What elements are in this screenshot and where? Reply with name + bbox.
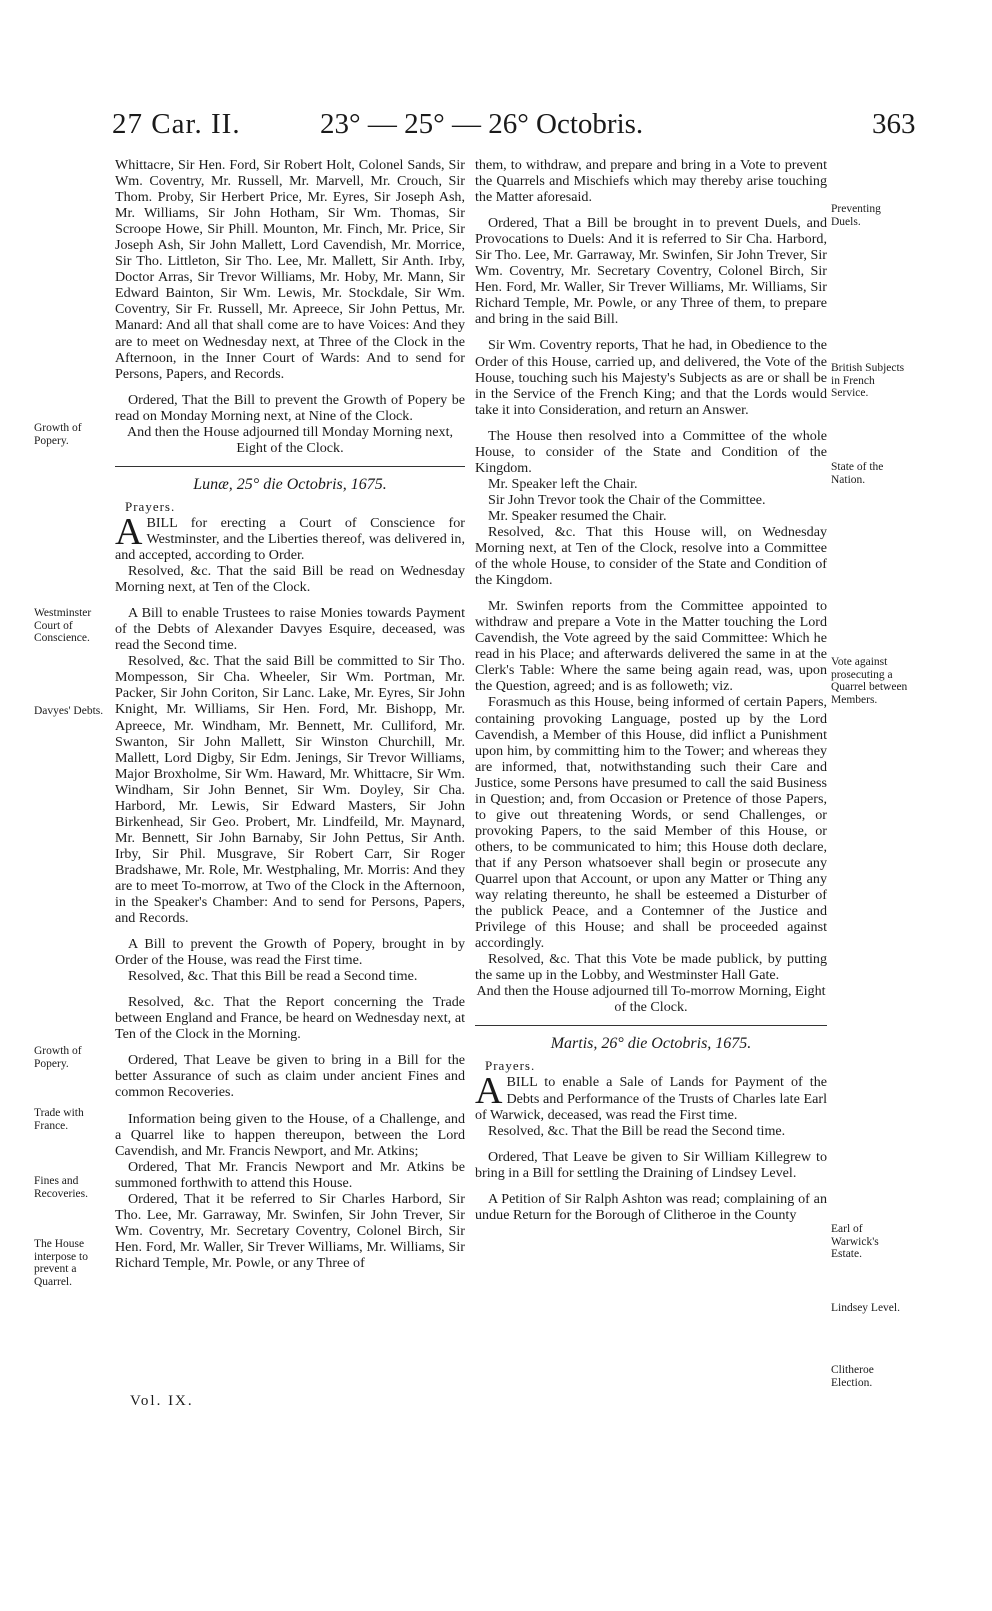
paragraph — [115, 510, 465, 564]
paragraph: Sir John Trevor took the Chair of the Committee. — [488, 491, 766, 508]
margin-note: The House interpose to prevent a Quarrel. — [34, 1238, 88, 1288]
paragraph: Ordered, That Mr. Francis Newport and Mr. Atkins be summoned forthwith to attend this House. — [115, 1158, 465, 1191]
paragraph: Resolved, &c. That the said Bill be committed to Sir Tho. Mompesson, Sir Cha. Wheeler, Sir Wm. Portman, Mr. Packer, Sir John Coriton, Sir Lanc. Lake, Mr. Eyres, Sir John Knight, Mr. Williams, Sir Hen. Ford, Mr. Bishopp, Mr. Apreece, Mr. Windham, Mr. Bennett, Mr. Culliford, Mr. Swanton, Sir John Mallett, Sir Winston Churchill, Mr. Mallett, Lord Digby, Sir Edm. Jenings, Sir Trevor Williams, Major Broxholme, Sir Wm. Haward, Mr. Whittacre, Sir Wm. Windham, Sir John Bennet, Sir Wm. Doyley, Sir Cha. Harbord, Mr. Lewis, Sir Edward Masters, Sir John Birkenhead, Sir Geo. Probert, Mr. Lindfeild, Mr. Maynard, Mr. Bennett, Sir John Barnaby, Sir John Pettus, Sir Anth. Irby, Sir Phil. Musgrave, Sir Robert Carr, Sir Roger Bradshawe, Mr. Role, Mr. Westphaling, Mr. Morris: And they are to meet To-morrow, at Two of the Clock in the Afternoon, in the Speaker's Chamber: And to send for Persons, Papers, and Records. — [115, 653, 465, 927]
paragraph: Resolved, &c. That this Bill be read a Second time. — [128, 968, 418, 985]
paragraph: Mr. Swinfen reports from the Committee appointed to withdraw and prepare a Vote in the Matter touching the Lord Cavendish, the Vote agreed by the said Committee: Which he read in his Place; and afterwards delivered the same in at the Clerk's Table: Where the same being again read, was, upon the Question, agreed; and is as followeth; viz. — [475, 598, 827, 695]
section-divider — [115, 466, 465, 467]
drop-cap: A — [115, 510, 143, 553]
prayers-heading: Prayers. — [125, 498, 176, 514]
paragraph: A Bill to prevent the Growth of Popery, brought in by Order of the House, was read the First time. — [115, 936, 465, 969]
prayers-heading: Prayers. — [485, 1058, 536, 1074]
paragraph: them, to withdraw, and prepare and bring in a Vote to prevent the Quarrels and Mischiefs which may thereby arise touching the Matter aforesaid. — [475, 157, 827, 206]
margin-note: Growth of Popery. — [34, 1045, 82, 1070]
adjournment-notice: And then the House adjourned till Monday Morning next, Eight of the Clock. — [126, 423, 454, 456]
right-column — [475, 157, 827, 1223]
margin-note: Preventing Duels. — [831, 203, 881, 228]
margin-note: Westminster Court of Conscience. — [34, 607, 92, 644]
paragraph: A Petition of Sir Ralph Ashton was read; complaining of an undue Return for the Borough of Clitheroe in the County — [475, 1190, 827, 1223]
volume-signature: Vol. IX. — [130, 1393, 194, 1409]
paragraph: A Bill to enable Trustees to raise Monies towards Payment of the Debts of Alexander Davyes Esquire, deceased, was read the Second time. — [115, 605, 465, 654]
paragraph: Ordered, That the Bill to prevent the Growth of Popery be read on Monday Morning next, at Nine of the Clock. — [115, 391, 465, 424]
paragraph: Ordered, That Leave be given to bring in a Bill for the better Assurance of such as claim under ancient Fines and common Recoveries. — [115, 1052, 465, 1101]
paragraph-text: BILL to enable a Sale of Lands for Payment of the Debts and Performance of the Trusts of Charles late Earl of Warwick, deceased, was read the First time. — [475, 1074, 827, 1123]
margin-note: Growth of Popery. — [34, 422, 82, 447]
page-number: 363 — [872, 108, 916, 140]
margin-note: Fines and Recoveries. — [34, 1175, 88, 1200]
margin-note: State of the Nation. — [831, 461, 884, 486]
section-divider — [475, 1025, 827, 1026]
page-header — [0, 108, 992, 150]
margin-note: Lindsey Level. — [831, 1302, 900, 1314]
paragraph: Information being given to the House, of a Challenge, and a Quarrel like to happen thereupon, between the Lord Cavendish, and Mr. Francis Newport, and Mr. Atkins; — [115, 1110, 465, 1159]
paragraph: Forasmuch as this House, being informed of certain Papers, containing provoking Language, posted up by the Lord Cavendish, a Member of this House, did inflict a Punishment upon him, by committing him to the Tower; and whereas they are informed, that, notwithstanding such their Care and Justice, some Persons have presumed to call the said Business in Question; and, from Occasion or Pretence of those Papers, to give out threatening Words, or send Challenges, or provoking Papers, to the said Member of this House, or others, to be communicated to him; this House doth declare, that if any Person whatsoever shall begin or prosecute any Quarrel upon that Account, or upon any Matter or Thing any way relating thereunto, he shall be esteemed a Disturber of the publick Peace, and a Contemner of the Justice and Privilege of this House; and shall be proceeded against accordingly. — [475, 694, 827, 952]
paragraph: Resolved, &c. That the Report concerning the Trade between England and France, be heard on Wednesday next, at Ten of the Clock in the Morning. — [115, 994, 465, 1043]
paragraph: Ordered, That it be referred to Sir Charles Harbord, Sir Tho. Lee, Mr. Garraway, Mr. Swinfen, Sir John Trever, Sir Wm. Coventry, Mr. Secretary Coventry, Colonel Birch, Sir Hen. Ford, Mr. Waller, Sir Trever Williams, Mr. Williams, Sir Richard Temple, Mr. Powle, or any Three of — [115, 1190, 465, 1271]
margin-note: Trade with France. — [34, 1107, 84, 1132]
paragraph: Mr. Speaker left the Chair. — [488, 475, 638, 492]
paragraph — [475, 1070, 827, 1123]
drop-cap: A — [475, 1070, 503, 1113]
margin-note: Earl of Warwick's Estate. — [831, 1223, 879, 1260]
paragraph: Sir Wm. Coventry reports, That he had, in Obedience to the Order of this House, carried up, and delivered, the Vote of the House, touching such his Majesty's Subjects as are or shall be in the Service of the French King; and that the Lords would take it into Consideration, and return an Answer. — [475, 337, 827, 418]
margin-note: Davyes' Debts. — [34, 705, 104, 717]
margin-note: Vote against prosecuting a Quarrel between Members. — [831, 656, 908, 706]
margin-note: Clitheroe Election. — [831, 1364, 874, 1389]
paragraph: The House then resolved into a Committee of the whole House, to consider of the State and Condition of the Kingdom. — [475, 427, 827, 476]
paragraph: Ordered, That Leave be given to Sir William Killegrew to bring in a Bill for settling the Draining of Lindsey Level. — [475, 1148, 827, 1181]
paragraph: Ordered, That a Bill be brought in to prevent Duels, and Provocations to Duels: And it is referred to Sir Cha. Harbord, Sir Tho. Lee, Mr. Garraway, Mr. Swinfen, Sir John Trever, Sir Wm. Coventry, Mr. Secretary Coventry, Colonel Birch, Sir Hen. Ford, Mr. Waller, Sir Trever Williams, Mr. Williams, Sir Richard Temple, Mr. Powle, or any Three of them, to prepare and bring in the said Bill. — [475, 215, 827, 328]
header-regnal-year: 27 Car. II. — [112, 108, 241, 140]
paragraph: Resolved, &c. That this Vote be made publick, by putting the same up in the Lobby, and Westminster Hall Gate. — [475, 951, 827, 984]
left-column — [115, 157, 465, 1271]
header-dates: 23° — 25° — 26° Octobris. — [320, 108, 644, 140]
paragraph: Resolved, &c. That the Bill be read the Second time. — [488, 1122, 786, 1139]
paragraph: Resolved, &c. That this House will, on Wednesday Morning next, at Ten of the Clock, resolve into a Committee of the whole House, to consider of the State and Condition of the Kingdom. — [475, 523, 827, 589]
paragraph: Resolved, &c. That the said Bill be read on Wednesday Morning next, at Ten of the Clock. — [115, 563, 465, 596]
sitting-date-heading: Martis, 26° die Octobris, 1675. — [550, 1035, 752, 1053]
sitting-date-heading: Lunæ, 25° die Octobris, 1675. — [193, 475, 387, 493]
margin-note: British Subjects in French Service. — [831, 362, 905, 399]
adjournment-notice: And then the House adjourned till To-morrow Morning, Eight of the Clock. — [476, 983, 826, 1016]
paragraph: Mr. Speaker resumed the Chair. — [488, 507, 667, 524]
paragraph-text: BILL for erecting a Court of Conscience for Westminster, and the Liberties thereof, was delivered in, and accepted, according to Order. — [115, 514, 465, 564]
paragraph: Whittacre, Sir Hen. Ford, Sir Robert Holt, Colonel Sands, Sir Wm. Coventry, Mr. Russell, Mr. Marvell, Mr. Crouch, Sir Thom. Proby, Sir Herbert Price, Mr. Eyres, Sir Joseph Ash, Mr. Williams, Sir John Hotham, Sir Wm. Thomas, Sir Scroope Howe, Sir Phill. Mounton, Mr. Finch, Mr. Price, Sir Joseph Ash, Sir John Mallett, Lord Cavendish, Mr. Morrice, Sir Tho. Littleton, Sir Tho. Lee, Mr. Mallett, Sir Anth. Irby, Doctor Arras, Sir Trevor Williams, Mr. Hoby, Mr. Mann, Sir Edward Bainton, Sir Wm. Lewis, Mr. Stockdale, Sir Wm. Coventry, Sir Fr. Russell, Mr. Apreece, Sir John Pettus, Mr. Manard: And all that shall come are to have Voices: And they are to meet on Wednesday next, at Three of the Clock in the Afternoon, in the Inner Court of Wards: And to send for Persons, Papers, and Records. — [115, 157, 465, 382]
